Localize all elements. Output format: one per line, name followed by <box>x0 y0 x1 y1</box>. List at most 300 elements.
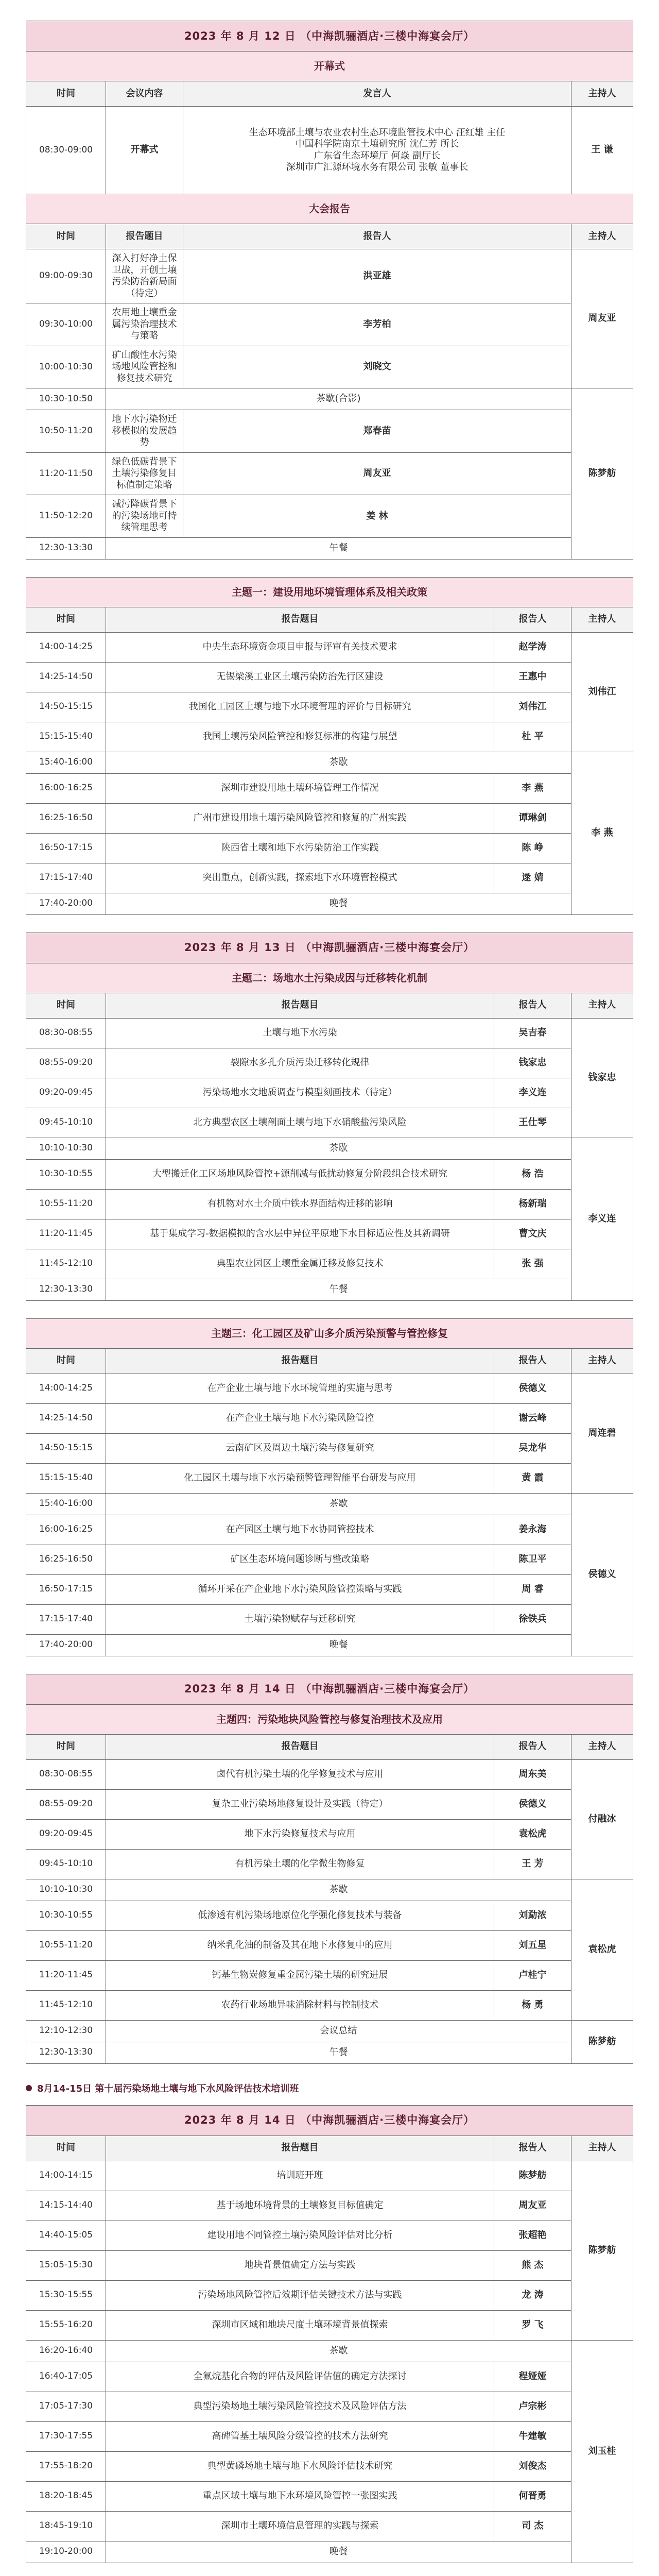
speaker-cell: 卢桂宁 <box>494 1960 571 1990</box>
time-cell: 12:30-13:30 <box>26 2042 106 2063</box>
header-title: 报告题目 <box>106 2136 494 2161</box>
time-cell: 16:50-17:15 <box>26 833 106 863</box>
time-cell: 15:15-15:40 <box>26 1463 106 1493</box>
break-label: 茶歇 <box>106 1879 571 1901</box>
time-cell: 17:15-17:40 <box>26 863 106 893</box>
agenda-row <box>26 1990 633 2020</box>
opening-title: 开幕式 <box>26 52 633 81</box>
break-row <box>26 1879 633 1901</box>
training1-table <box>26 2105 633 2563</box>
opening-speakers: 生态环境部土壤与农业农村生态环境监管技术中心 汪红雄 主任 中国科学院南京土壤研究所 沈仁芳 所长 广东省生态环境厅 何焱 副厅长 深圳市广汇源环境水务有限公司 张敏 董事长 <box>183 107 571 194</box>
time-cell: 15:15-15:40 <box>26 722 106 752</box>
agenda-row <box>26 1249 633 1279</box>
time-cell: 10:00-10:30 <box>26 346 106 388</box>
time-cell: 16:50-17:15 <box>26 1574 106 1604</box>
speaker-cell: 李 燕 <box>494 773 571 803</box>
time-cell: 08:55-09:20 <box>26 1048 106 1078</box>
talk-title: 深圳市建设用地土壤环境管理工作情况 <box>106 773 494 803</box>
time-cell: 15:30-15:55 <box>26 2280 106 2310</box>
speaker-cell: 程娅娅 <box>494 2362 571 2392</box>
break-label: 茶歇 <box>106 1493 571 1515</box>
speaker-cell: 钱家忠 <box>494 1048 571 1078</box>
day1-session1-table <box>26 577 633 915</box>
speaker-cell: 洪亚雄 <box>183 249 571 303</box>
time-cell: 09:45-10:10 <box>26 1108 106 1138</box>
agenda-row <box>26 722 633 752</box>
agenda-row <box>26 410 633 453</box>
talk-title: 培训班开班 <box>106 2161 494 2191</box>
time-cell: 14:00-14:15 <box>26 2161 106 2191</box>
talk-title: 土壤与地下水污染 <box>106 1018 494 1048</box>
break-label: 午餐 <box>106 537 571 559</box>
agenda-row <box>26 1545 633 1574</box>
day3-title: 2023 年 8 月 14 日 （中海凯骊酒店·三楼中海宴会厅） <box>26 1674 633 1704</box>
talk-title: 在产企业土壤与地下水环境管理的实施与思考 <box>106 1374 494 1403</box>
time-cell: 15:40-16:00 <box>26 1493 106 1515</box>
header-speaker: 报告人 <box>494 607 571 632</box>
break-row <box>26 388 633 410</box>
time-cell: 19:10-20:00 <box>26 2541 106 2563</box>
session4-rows <box>26 1759 633 2063</box>
talk-title: 污染场地水文地质调查与模型刻画技术（待定） <box>106 1078 494 1108</box>
talk-title: 循环开采在产企业地下水污染风险管控策略与实践 <box>106 1574 494 1604</box>
speaker-cell: 龙 涛 <box>494 2280 571 2310</box>
time-cell: 08:55-09:20 <box>26 1789 106 1819</box>
agenda-row <box>26 346 633 388</box>
talk-title: 典型黄磷场地土壤与地下水风险评估技术研究 <box>106 2451 494 2481</box>
agenda-row <box>26 662 633 692</box>
agenda-row <box>26 2310 633 2340</box>
speaker-cell: 侯德义 <box>494 1789 571 1819</box>
training-heading-text: 8月14-15日 第十届污染场地土壤与地下水风险评估技术培训班 <box>37 2083 299 2094</box>
talk-title: 矿山酸性水污染场地风险管控和修复技术研究 <box>106 346 183 388</box>
speaker-cell: 曹文庆 <box>494 1219 571 1249</box>
header-time: 时间 <box>26 993 106 1018</box>
speaker-cell: 刘伟江 <box>494 692 571 722</box>
agenda-row <box>26 1759 633 1789</box>
talk-title: 无锡梁溪工业区土壤污染防治先行区建设 <box>106 662 494 692</box>
agenda-row <box>26 692 633 722</box>
agenda-row <box>26 2191 633 2221</box>
speaker-cell: 张 强 <box>494 1249 571 1279</box>
time-cell: 17:55-18:20 <box>26 2451 106 2481</box>
opening-time: 08:30-09:00 <box>26 107 106 194</box>
speaker-cell: 吴吉春 <box>494 1018 571 1048</box>
speaker-cell: 姜 林 <box>183 495 571 538</box>
agenda-row <box>26 1078 633 1108</box>
agenda-row <box>26 1219 633 1249</box>
talk-title: 中央生态环境资金项目申报与评审有关技术要求 <box>106 632 494 662</box>
day2-session3-table <box>26 1318 633 1656</box>
agenda-row <box>26 303 633 346</box>
header-chair: 主持人 <box>571 81 633 107</box>
chair-cell: 陈梦舫 <box>571 2161 633 2340</box>
agenda-row <box>26 2250 633 2280</box>
time-cell: 11:20-11:50 <box>26 452 106 495</box>
chair-cell: 陈梦舫 <box>571 388 633 560</box>
time-cell: 08:30-08:55 <box>26 1759 106 1789</box>
session2-title: 主题二：场地水土污染成因与迁移转化机制 <box>26 963 633 993</box>
time-cell: 10:10-10:30 <box>26 1879 106 1901</box>
agenda-row <box>26 2511 633 2541</box>
header-chair: 主持人 <box>571 607 633 632</box>
speaker-cell: 谭琳剑 <box>494 803 571 833</box>
talk-title: 建设用地不同管控土壤污染风险评估对比分析 <box>106 2221 494 2250</box>
talk-title: 复杂工业污染场地修复设计及实践（待定） <box>106 1789 494 1819</box>
talk-title: 污染场地风险管控后效期评估关键技术方法与实践 <box>106 2280 494 2310</box>
header-speaker: 报告人 <box>183 224 571 249</box>
break-row <box>26 893 633 914</box>
time-cell: 16:00-16:25 <box>26 1515 106 1545</box>
header-chair: 主持人 <box>571 1734 633 1759</box>
agenda-row <box>26 2362 633 2392</box>
talk-title: 裂隙水多孔介质污染迁移转化规律 <box>106 1048 494 1078</box>
chair-cell: 陈梦舫 <box>571 2020 633 2063</box>
talk-title: 化工园区土壤与地下水污染预警管理智能平台研发与应用 <box>106 1463 494 1493</box>
talk-title: 典型农业园区土壤重金属迁移及修复技术 <box>106 1249 494 1279</box>
speaker-cell: 罗 飞 <box>494 2310 571 2340</box>
speaker-cell: 杨 勇 <box>494 1990 571 2020</box>
day1-reports <box>26 249 633 560</box>
talk-title: 矿区生态环境问题诊断与整改策略 <box>106 1545 494 1574</box>
talk-title: 低渗透有机污染场地原位化学强化修复技术与装备 <box>106 1901 494 1930</box>
talk-title: 减污降碳背景下的污染场地可持续管理思考 <box>106 495 183 538</box>
speaker-cell: 张超艳 <box>494 2221 571 2250</box>
page <box>26 0 633 2576</box>
header-speaker: 报告人 <box>494 1348 571 1374</box>
break-row <box>26 2340 633 2362</box>
speaker-cell: 陈 峥 <box>494 833 571 863</box>
talk-title: 在产企业土壤与地下水污染风险管控 <box>106 1403 494 1433</box>
header-chair: 主持人 <box>571 993 633 1018</box>
day1-table <box>26 21 633 560</box>
talk-title: 重点区域土壤与地下水环境风险管控一张图实践 <box>106 2481 494 2511</box>
time-cell: 18:45-19:10 <box>26 2511 106 2541</box>
speaker-cell: 王 芳 <box>494 1849 571 1879</box>
time-cell: 09:20-09:45 <box>26 1819 106 1849</box>
agenda-row <box>26 1789 633 1819</box>
day2-title: 2023 年 8 月 13 日 （中海凯骊酒店·三楼中海宴会厅） <box>26 933 633 963</box>
talk-title: 土壤污染物赋存与迁移研究 <box>106 1604 494 1634</box>
break-label: 午餐 <box>106 2042 571 2063</box>
talk-title: 纳米乳化油的制备及其在地下水修复中的应用 <box>106 1930 494 1960</box>
speaker-cell: 刘俊杰 <box>494 2451 571 2481</box>
time-cell: 10:55-11:20 <box>26 1189 106 1219</box>
time-cell: 16:00-16:25 <box>26 773 106 803</box>
time-cell: 11:50-12:20 <box>26 495 106 538</box>
agenda-row <box>26 1374 633 1403</box>
break-label: 午餐 <box>106 1279 571 1300</box>
speaker-cell: 熊 杰 <box>494 2250 571 2280</box>
break-row <box>26 1634 633 1656</box>
talk-title: 地下水污染修复技术与应用 <box>106 1819 494 1849</box>
opening-content: 开幕式 <box>106 107 183 194</box>
agenda-row <box>26 1819 633 1849</box>
talk-title: 深入打好净土保卫战，开创土壤污染防治新局面（待定） <box>106 249 183 303</box>
talk-title: 云南矿区及周边土壤污染与修复研究 <box>106 1433 494 1463</box>
speaker-cell: 周 睿 <box>494 1574 571 1604</box>
time-cell: 15:40-16:00 <box>26 752 106 773</box>
speaker-cell: 吴龙华 <box>494 1433 571 1463</box>
time-cell: 16:40-17:05 <box>26 2362 106 2392</box>
break-label: 茶歇 <box>106 2340 571 2362</box>
day1-title: 2023 年 8 月 12 日 （中海凯骊酒店·三楼中海宴会厅） <box>26 21 633 52</box>
speaker-cell: 姜永海 <box>494 1515 571 1545</box>
agenda-row <box>26 249 633 303</box>
agenda-row <box>26 1018 633 1048</box>
break-row <box>26 1279 633 1300</box>
talk-title: 在产园区土壤与地下水协同管控技术 <box>106 1515 494 1545</box>
session3-rows <box>26 1374 633 1656</box>
speaker-cell: 袁松虎 <box>494 1819 571 1849</box>
time-cell: 14:50-15:15 <box>26 1433 106 1463</box>
agenda-row <box>26 863 633 893</box>
speaker-cell: 王惠中 <box>494 662 571 692</box>
talk-title: 北方典型农区土壤剖面土壤与地下水硝酸盐污染风险 <box>106 1108 494 1138</box>
speaker-cell: 李义连 <box>494 1078 571 1108</box>
agenda-row <box>26 1515 633 1545</box>
header-time: 时间 <box>26 2136 106 2161</box>
talk-title: 我国化工园区土壤与地下水环境管理的评价与目标研究 <box>106 692 494 722</box>
chair-cell: 刘玉桂 <box>571 2340 633 2563</box>
agenda-row <box>26 773 633 803</box>
agenda-row <box>26 2451 633 2481</box>
break-label: 晚餐 <box>106 2541 571 2563</box>
time-cell: 16:20-16:40 <box>26 2340 106 2362</box>
time-cell: 10:10-10:30 <box>26 1138 106 1159</box>
speaker-cell: 徐铁兵 <box>494 1604 571 1634</box>
time-cell: 10:30-10:55 <box>26 1901 106 1930</box>
time-cell: 12:30-13:30 <box>26 537 106 559</box>
speaker-cell: 陈卫平 <box>494 1545 571 1574</box>
talk-title: 绿色低碳背景下土壤污染修复目标值制定策略 <box>106 452 183 495</box>
chair-cell: 李义连 <box>571 1138 633 1300</box>
time-cell: 09:45-10:10 <box>26 1849 106 1879</box>
header-speaker: 发言人 <box>183 81 571 107</box>
break-row <box>26 752 633 773</box>
header-title: 报告题目 <box>106 993 494 1018</box>
time-cell: 17:40-20:00 <box>26 893 106 914</box>
session3-title: 主题三：化工园区及矿山多介质污染预警与管控修复 <box>26 1318 633 1348</box>
speaker-cell: 谢云峰 <box>494 1403 571 1433</box>
time-cell: 11:20-11:45 <box>26 1219 106 1249</box>
header-time: 时间 <box>26 607 106 632</box>
break-label: 晚餐 <box>106 893 571 914</box>
agenda-row <box>26 2280 633 2310</box>
speaker-cell: 逯 婧 <box>494 863 571 893</box>
training-heading <box>26 2081 633 2095</box>
time-cell: 09:00-09:30 <box>26 249 106 303</box>
talk-title: 有机污染土壤的化学微生物修复 <box>106 1849 494 1879</box>
break-label: 茶歇(合影) <box>106 388 571 410</box>
agenda-row <box>26 2481 633 2511</box>
time-cell: 12:30-13:30 <box>26 1279 106 1300</box>
agenda-row <box>26 1604 633 1634</box>
agenda-row <box>26 2221 633 2250</box>
time-cell: 12:10-12:30 <box>26 2020 106 2042</box>
break-row <box>26 1493 633 1515</box>
speaker-cell: 周友亚 <box>494 2191 571 2221</box>
time-cell: 14:15-14:40 <box>26 2191 106 2221</box>
talk-title: 我国土壤污染风险管控和修复标准的构建与展望 <box>106 722 494 752</box>
day3-table <box>26 1674 633 2064</box>
chair-cell: 钱家忠 <box>571 1018 633 1138</box>
time-cell: 15:05-15:30 <box>26 2250 106 2280</box>
talk-title: 地下水污染物迁移模拟的发展趋势 <box>106 410 183 453</box>
time-cell: 17:30-17:55 <box>26 2421 106 2451</box>
agenda-row <box>26 1574 633 1604</box>
agenda-row <box>26 1108 633 1138</box>
chair-cell: 李 燕 <box>571 752 633 914</box>
chair-cell: 侯德义 <box>571 1493 633 1656</box>
break-label: 茶歇 <box>106 1138 571 1159</box>
header-content: 会议内容 <box>106 81 183 107</box>
report-title: 大会报告 <box>26 194 633 224</box>
session1-rows <box>26 632 633 914</box>
chair-cell: 付融冰 <box>571 1759 633 1879</box>
speaker-cell: 侯德义 <box>494 1374 571 1403</box>
agenda-row <box>26 632 633 662</box>
header-time: 时间 <box>26 81 106 107</box>
agenda-row <box>26 1930 633 1960</box>
speaker-cell: 何晋勇 <box>494 2481 571 2511</box>
time-cell: 10:55-11:20 <box>26 1930 106 1960</box>
time-cell: 11:45-12:10 <box>26 1249 106 1279</box>
header-chair: 主持人 <box>571 2136 633 2161</box>
time-cell: 18:20-18:45 <box>26 2481 106 2511</box>
talk-title: 广州市建设用地土壤污染风险管控和修复的广州实践 <box>106 803 494 833</box>
talk-title: 农用地土壤重金属污染治理技术与策略 <box>106 303 183 346</box>
speaker-cell: 司 杰 <box>494 2511 571 2541</box>
speaker-cell: 刘晓文 <box>183 346 571 388</box>
speaker-cell: 杨 浩 <box>494 1159 571 1189</box>
break-label: 会议总结 <box>106 2020 571 2042</box>
break-row <box>26 537 633 559</box>
chair-cell: 袁松虎 <box>571 1879 633 2020</box>
speaker-cell: 周东美 <box>494 1759 571 1789</box>
speaker-cell: 刘勐浓 <box>494 1901 571 1930</box>
header-title: 报告题目 <box>106 224 183 249</box>
header-chair: 主持人 <box>571 224 633 249</box>
time-cell: 14:40-15:05 <box>26 2221 106 2250</box>
break-row <box>26 2020 633 2042</box>
time-cell: 17:40-20:00 <box>26 1634 106 1656</box>
agenda-row <box>26 1403 633 1433</box>
agenda-row <box>26 1960 633 1990</box>
time-cell: 10:30-10:55 <box>26 1159 106 1189</box>
break-label: 晚餐 <box>106 1634 571 1656</box>
talk-title: 基于场地环境背景的土壤修复目标值确定 <box>106 2191 494 2221</box>
speaker-cell: 郑春苗 <box>183 410 571 453</box>
talk-title: 卤代有机污染土壤的化学修复技术与应用 <box>106 1759 494 1789</box>
speaker-cell: 陈梦舫 <box>494 2161 571 2191</box>
talk-title: 农药行业场地异味消除材料与控制技术 <box>106 1990 494 2020</box>
agenda-row <box>26 1849 633 1879</box>
speaker-cell: 赵学涛 <box>494 632 571 662</box>
time-cell: 17:05-17:30 <box>26 2392 106 2421</box>
time-cell: 16:25-16:50 <box>26 1545 106 1574</box>
speaker-cell: 李芳柏 <box>183 303 571 346</box>
header-chair: 主持人 <box>571 1348 633 1374</box>
time-cell: 17:15-17:40 <box>26 1604 106 1634</box>
break-row <box>26 2042 633 2063</box>
speaker-cell: 刘五星 <box>494 1930 571 1960</box>
header-title: 报告题目 <box>106 1734 494 1759</box>
agenda-row <box>26 833 633 863</box>
time-cell: 15:55-16:20 <box>26 2310 106 2340</box>
talk-title: 钙基生物炭修复重金属污染土壤的研究进展 <box>106 1960 494 1990</box>
talk-title: 典型污染场地土壤污染风险管控技术及风险评估方法 <box>106 2392 494 2421</box>
talk-title: 全氟烷基化合物的评估及风险评估值的确定方法探讨 <box>106 2362 494 2392</box>
talk-title: 地块背景值确定方法与实践 <box>106 2250 494 2280</box>
agenda-row <box>26 1048 633 1078</box>
agenda-row <box>26 1901 633 1930</box>
talk-title: 陕西省土壤和地下水污染防治工作实践 <box>106 833 494 863</box>
time-cell: 11:45-12:10 <box>26 1990 106 2020</box>
session1-title: 主题一：建设用地环境管理体系及相关政策 <box>26 577 633 607</box>
chair-cell: 刘伟江 <box>571 632 633 752</box>
agenda-row <box>26 495 633 538</box>
agenda-row <box>26 803 633 833</box>
break-row <box>26 2541 633 2563</box>
speaker-cell: 杜 平 <box>494 722 571 752</box>
agenda-row <box>26 1433 633 1463</box>
speaker-cell: 牛建敏 <box>494 2421 571 2451</box>
header-time: 时间 <box>26 1348 106 1374</box>
agenda-row <box>26 452 633 495</box>
time-cell: 14:00-14:25 <box>26 1374 106 1403</box>
header-speaker: 报告人 <box>494 1734 571 1759</box>
training1-rows <box>26 2161 633 2563</box>
agenda-row <box>26 2161 633 2191</box>
time-cell: 14:25-14:50 <box>26 662 106 692</box>
agenda-row <box>26 1189 633 1219</box>
header-time: 时间 <box>26 1734 106 1759</box>
agenda-row <box>26 1159 633 1189</box>
time-cell: 14:50-15:15 <box>26 692 106 722</box>
header-speaker: 报告人 <box>494 993 571 1018</box>
bullet-icon <box>26 2085 32 2091</box>
speaker-cell: 黄 霞 <box>494 1463 571 1493</box>
agenda-row <box>26 2421 633 2451</box>
chair-cell: 周连碧 <box>571 1374 633 1493</box>
agenda-row <box>26 2392 633 2421</box>
training1-title: 2023 年 8 月 14 日 （中海凯骊酒店·三楼中海宴会厅） <box>26 2105 633 2136</box>
header-title: 报告题目 <box>106 607 494 632</box>
session2-rows <box>26 1018 633 1300</box>
time-cell: 10:30-10:50 <box>26 388 106 410</box>
header-title: 报告题目 <box>106 1348 494 1374</box>
talk-title: 基于集成学习-数据模拟的含水层中异位平原地下水目标适应性及其新调研 <box>106 1219 494 1249</box>
day2-table <box>26 933 633 1301</box>
talk-title: 突出重点，创新实践，探索地下水环境管控模式 <box>106 863 494 893</box>
break-label: 茶歇 <box>106 752 571 773</box>
chair-cell: 周友亚 <box>571 249 633 388</box>
time-cell: 09:30-10:00 <box>26 303 106 346</box>
agenda-row <box>26 1463 633 1493</box>
time-cell: 10:50-11:20 <box>26 410 106 453</box>
talk-title: 深圳市区域和地块尺度土壤环境背景值探索 <box>106 2310 494 2340</box>
talk-title: 大型搬迁化工区场地风险管控+源削减与低扰动修复分阶段组合技术研究 <box>106 1159 494 1189</box>
talk-title: 深圳市土壤环境信息管理的实践与探索 <box>106 2511 494 2541</box>
speaker-cell: 王仕琴 <box>494 1108 571 1138</box>
time-cell: 16:25-16:50 <box>26 803 106 833</box>
time-cell: 09:20-09:45 <box>26 1078 106 1108</box>
header-speaker: 报告人 <box>494 2136 571 2161</box>
time-cell: 14:25-14:50 <box>26 1403 106 1433</box>
break-row <box>26 1138 633 1159</box>
header-time: 时间 <box>26 224 106 249</box>
